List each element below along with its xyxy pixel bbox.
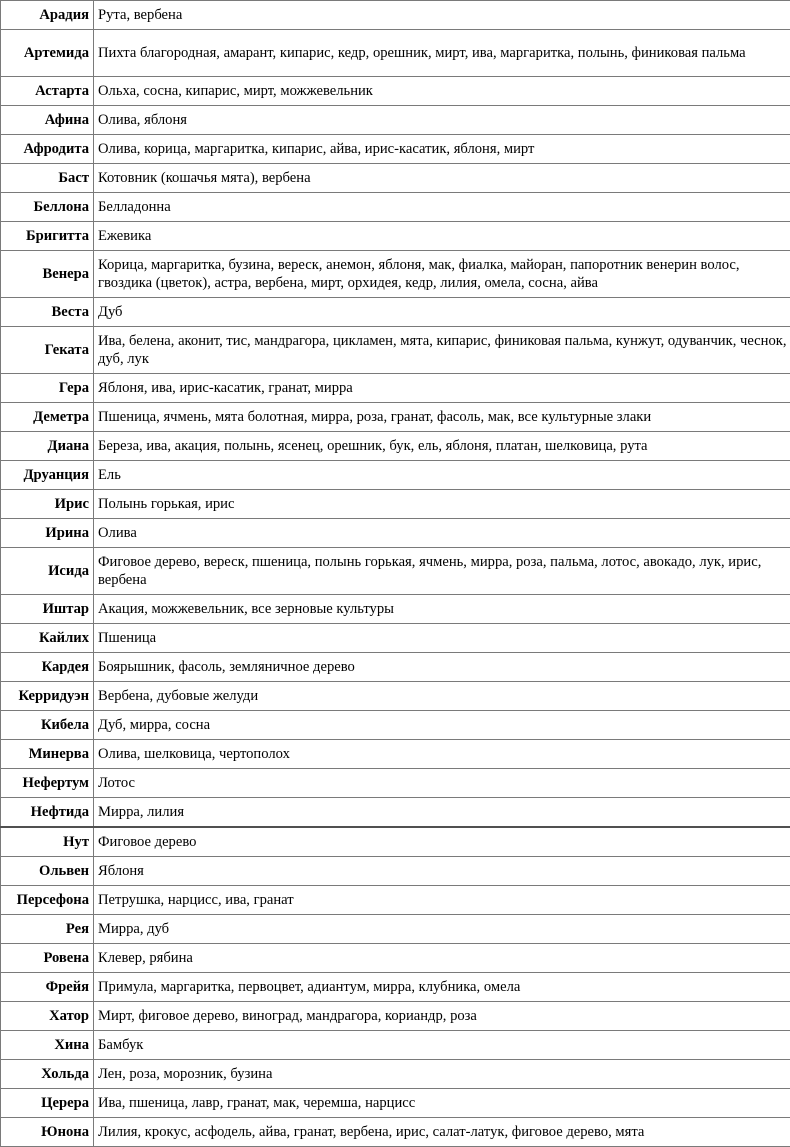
table-row — [1, 915, 790, 944]
table-row — [1, 624, 790, 653]
deity-name-cell: Исида — [1, 548, 94, 595]
plants-cell: Мирт, фиговое дерево, виноград, мандрагора, кориандр, роза — [94, 1002, 790, 1031]
table-row — [1, 519, 790, 548]
plants-cell: Олива, яблоня — [94, 106, 790, 135]
table-row — [1, 827, 790, 857]
table-row — [1, 1060, 790, 1089]
plants-cell: Дуб, мирра, сосна — [94, 711, 790, 740]
plants-cell: Пихта благородная, амарант, кипарис, кедр, орешник, мирт, ива, маргаритка, полынь, финиковая пальма — [94, 30, 790, 77]
deity-name-cell: Ольвен — [1, 857, 94, 886]
plants-cell: Ежевика — [94, 222, 790, 251]
deity-name-cell: Персефона — [1, 886, 94, 915]
plants-cell: Яблоня, ива, ирис-касатик, гранат, мирра — [94, 374, 790, 403]
table-row — [1, 490, 790, 519]
deity-name-cell: Астарта — [1, 77, 94, 106]
table-row — [1, 30, 790, 77]
deity-name-cell: Фрейя — [1, 973, 94, 1002]
table-row — [1, 164, 790, 193]
table-row — [1, 374, 790, 403]
deity-name-cell: Артемида — [1, 30, 94, 77]
plants-cell: Лилия, крокус, асфодель, айва, гранат, вербена, ирис, салат-латук, фиговое дерево, мята — [94, 1118, 790, 1147]
deity-name-cell: Кардея — [1, 653, 94, 682]
plants-cell: Лотос — [94, 769, 790, 798]
deity-name-cell: Церера — [1, 1089, 94, 1118]
plants-cell: Фиговое дерево — [94, 827, 790, 857]
deity-name-cell: Гера — [1, 374, 94, 403]
table-row — [1, 222, 790, 251]
deity-name-cell: Нут — [1, 827, 94, 857]
table-row — [1, 432, 790, 461]
plants-cell: Рута, вербена — [94, 1, 790, 30]
table-row — [1, 973, 790, 1002]
deity-name-cell: Хина — [1, 1031, 94, 1060]
deity-name-cell: Минерва — [1, 740, 94, 769]
table-row — [1, 595, 790, 624]
deity-name-cell: Диана — [1, 432, 94, 461]
plants-cell: Ель — [94, 461, 790, 490]
table-body — [1, 1, 790, 1147]
deity-name-cell: Геката — [1, 327, 94, 374]
table-row — [1, 682, 790, 711]
table-row — [1, 106, 790, 135]
plants-cell: Пшеница, ячмень, мята болотная, мирра, роза, гранат, фасоль, мак, все культурные злаки — [94, 403, 790, 432]
deity-name-cell: Нефертум — [1, 769, 94, 798]
deity-name-cell: Юнона — [1, 1118, 94, 1147]
plants-cell: Мирра, лилия — [94, 798, 790, 828]
table-row — [1, 1, 790, 30]
table-row — [1, 298, 790, 327]
plants-cell: Дуб — [94, 298, 790, 327]
deity-name-cell: Ровена — [1, 944, 94, 973]
table-row — [1, 1031, 790, 1060]
table-row — [1, 798, 790, 828]
table-row — [1, 1089, 790, 1118]
plants-cell: Ольха, сосна, кипарис, мирт, можжевельник — [94, 77, 790, 106]
deity-name-cell: Хольда — [1, 1060, 94, 1089]
plants-cell: Ива, белена, аконит, тис, мандрагора, цикламен, мята, кипарис, финиковая пальма, кунжут, одуванчик, чеснок, дуб, лук — [94, 327, 790, 374]
deity-name-cell: Друанция — [1, 461, 94, 490]
deity-name-cell: Кибела — [1, 711, 94, 740]
plants-cell: Белладонна — [94, 193, 790, 222]
plants-cell: Примула, маргаритка, первоцвет, адиантум, мирра, клубника, омела — [94, 973, 790, 1002]
table-row — [1, 711, 790, 740]
plants-cell: Корица, маргаритка, бузина, вереск, анемон, яблоня, мак, фиалка, майоран, папоротник венерин волос, гвоздика (цветок), астра, вербена, мирт, орхидея, кедр, лилия, омела, сосна, айва — [94, 251, 790, 298]
table-row — [1, 1118, 790, 1147]
deity-name-cell: Афродита — [1, 135, 94, 164]
deity-name-cell: Нефтида — [1, 798, 94, 828]
plants-cell: Вербена, дубовые желуди — [94, 682, 790, 711]
deity-name-cell: Хатор — [1, 1002, 94, 1031]
table-row — [1, 740, 790, 769]
plants-cell: Пшеница — [94, 624, 790, 653]
table-row — [1, 135, 790, 164]
table-row — [1, 403, 790, 432]
table-row — [1, 653, 790, 682]
table-row — [1, 77, 790, 106]
deity-name-cell: Венера — [1, 251, 94, 298]
table-row — [1, 461, 790, 490]
plants-cell: Лен, роза, морозник, бузина — [94, 1060, 790, 1089]
deity-name-cell: Беллона — [1, 193, 94, 222]
plants-cell: Мирра, дуб — [94, 915, 790, 944]
deity-name-cell: Бригитта — [1, 222, 94, 251]
deity-name-cell: Керридуэн — [1, 682, 94, 711]
plants-cell: Клевер, рябина — [94, 944, 790, 973]
plants-cell: Яблоня — [94, 857, 790, 886]
table-row — [1, 193, 790, 222]
table-row — [1, 548, 790, 595]
deity-name-cell: Иштар — [1, 595, 94, 624]
deity-name-cell: Ирина — [1, 519, 94, 548]
plants-cell: Олива — [94, 519, 790, 548]
plants-cell: Петрушка, нарцисс, ива, гранат — [94, 886, 790, 915]
plants-cell: Полынь горькая, ирис — [94, 490, 790, 519]
deity-name-cell: Веста — [1, 298, 94, 327]
table-row — [1, 857, 790, 886]
table-row — [1, 769, 790, 798]
table-row — [1, 327, 790, 374]
plants-cell: Олива, корица, маргаритка, кипарис, айва, ирис-касатик, яблоня, мирт — [94, 135, 790, 164]
plants-cell: Береза, ива, акация, полынь, ясенец, орешник, бук, ель, яблоня, платан, шелковица, рута — [94, 432, 790, 461]
deity-name-cell: Баст — [1, 164, 94, 193]
plants-cell: Олива, шелковица, чертополох — [94, 740, 790, 769]
plants-cell: Бамбук — [94, 1031, 790, 1060]
deity-name-cell: Ирис — [1, 490, 94, 519]
deity-name-cell: Деметра — [1, 403, 94, 432]
table-row — [1, 251, 790, 298]
deity-name-cell: Рея — [1, 915, 94, 944]
plants-cell: Ива, пшеница, лавр, гранат, мак, черемша, нарцисс — [94, 1089, 790, 1118]
deity-name-cell: Кайлих — [1, 624, 94, 653]
deity-name-cell: Афина — [1, 106, 94, 135]
table-row — [1, 944, 790, 973]
deity-name-cell: Арадия — [1, 1, 94, 30]
plants-cell: Акация, можжевельник, все зерновые культуры — [94, 595, 790, 624]
table-row — [1, 886, 790, 915]
plants-cell: Котовник (кошачья мята), вербена — [94, 164, 790, 193]
plants-cell: Фиговое дерево, вереск, пшеница, полынь горькая, ячмень, мирра, роза, пальма, лотос, авокадо, лук, ирис, вербена — [94, 548, 790, 595]
table-row — [1, 1002, 790, 1031]
plants-cell: Боярышник, фасоль, земляничное дерево — [94, 653, 790, 682]
